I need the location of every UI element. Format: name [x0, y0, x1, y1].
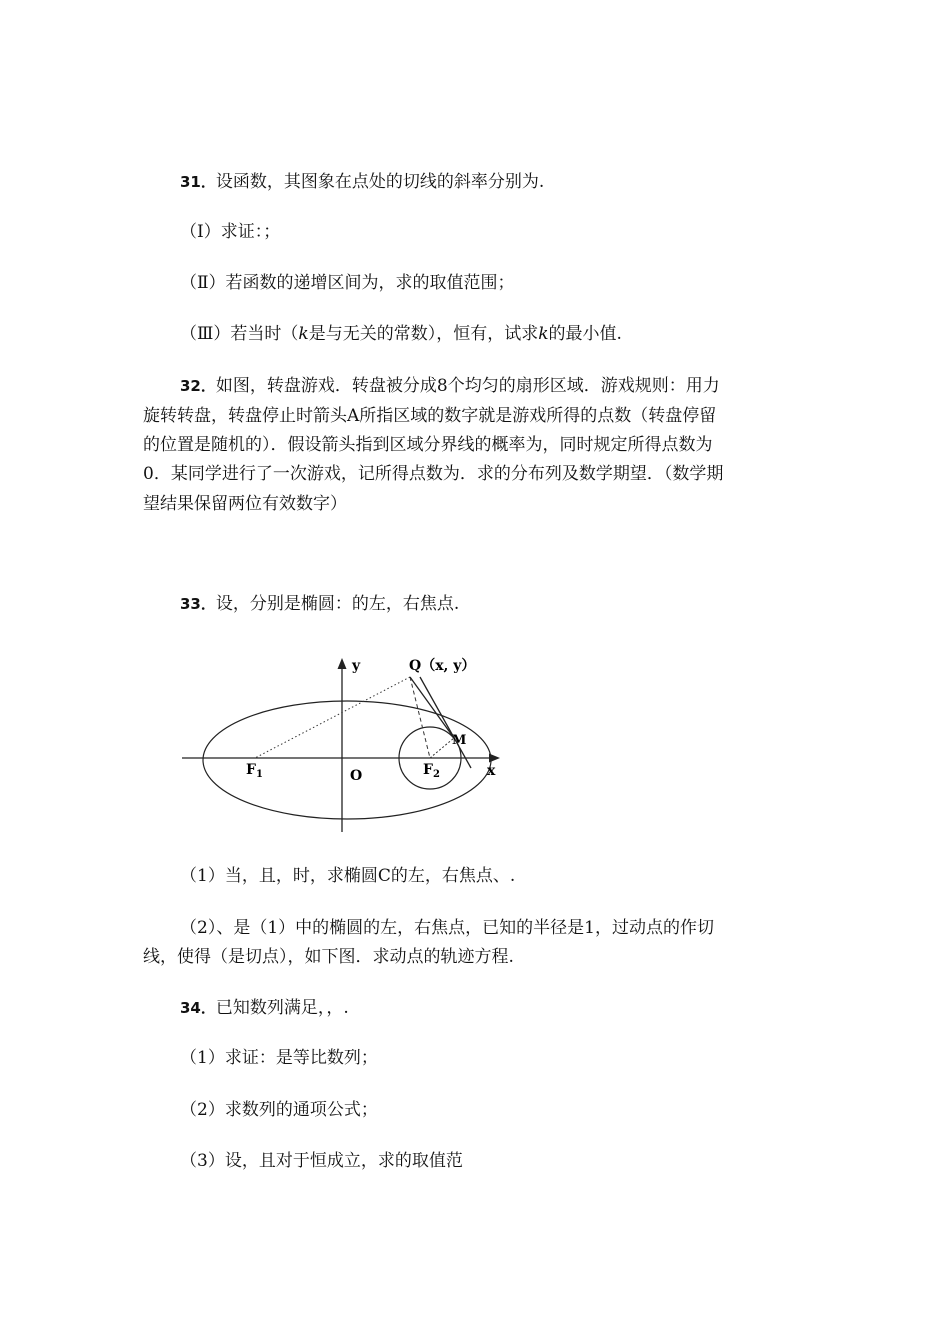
- label-q: Q（x, y）: [409, 658, 476, 674]
- q31-part3-a: （Ⅲ）若当时（: [180, 324, 299, 344]
- q33-stem-line: [180, 594, 459, 614]
- q31-part2: （Ⅱ）若函数的递增区间为，求的取值范围；: [180, 273, 515, 293]
- ellipse-focus-diagram: [178, 650, 508, 840]
- label-y: y: [352, 658, 361, 674]
- q32-line1-text: 如图，转盘游戏．转盘被分成8个均匀的扇形区域．游戏规则：用力: [215, 376, 720, 396]
- line-q-extension: [420, 677, 471, 768]
- q33-part2-line2: 线，使得（是切点），如下图．求动点的轨迹方程.: [143, 947, 514, 967]
- q34-part3: （3）设，且对于恒成立，求的取值范: [180, 1151, 463, 1171]
- q33-number: 33．: [180, 595, 216, 613]
- q34-part1: （1）求证：是等比数列；: [180, 1048, 378, 1068]
- q31-part3-c: 的最小值.: [548, 324, 622, 344]
- q31-part3-b: 是与无关的常数），恒有，试求: [308, 324, 539, 344]
- q34-stem-line: [180, 998, 349, 1018]
- q33-part2-line1: （2）、是（1）中的椭圆的左，右焦点，已知的半径是1，过动点的作切: [180, 918, 714, 938]
- label-x: x: [487, 763, 496, 779]
- q32-number: 32．: [180, 377, 216, 395]
- q31-stem: 设函数，其图象在点处的切线的斜率分别为.: [215, 172, 545, 192]
- q31-part3-k1: k: [298, 324, 309, 344]
- q32-line5: 望结果保留两位有效数字）: [143, 494, 347, 514]
- label-f1-main: F: [246, 762, 256, 778]
- q31-stem-line: [180, 172, 544, 192]
- q31-number: 31．: [180, 173, 216, 191]
- label-m: M: [452, 733, 467, 748]
- y-axis-arrow-icon: [338, 658, 347, 669]
- label-o: O: [350, 768, 363, 784]
- label-f2-main: F: [423, 762, 433, 778]
- label-f1-sub: 1: [255, 769, 263, 780]
- q31-part3: [180, 324, 622, 344]
- ellipse-c: [203, 701, 491, 819]
- q32-line2: 旋转转盘，转盘停止时箭头A所指区域的数字就是游戏所得的点数（转盘停留: [143, 406, 717, 426]
- q34-number: 34．: [180, 999, 216, 1017]
- q32-line3: 的位置是随机的）．假设箭头指到区域分界线的概率为，同时规定所得点数为: [143, 435, 713, 455]
- label-f1: [246, 762, 263, 780]
- q32-line1: [180, 376, 720, 396]
- q33-part1: （1）当，且，时，求椭圆C的左，右焦点、.: [180, 866, 516, 886]
- q32-line4: 0．某同学进行了一次游戏，记所得点数为．求的分布列及数学期望．（数学期: [143, 464, 724, 484]
- label-f2-sub: 2: [432, 769, 440, 780]
- tangent-q-m: [410, 677, 454, 738]
- radius-f2-m: [430, 738, 454, 758]
- q34-part2: （2）求数列的通项公式；: [180, 1100, 378, 1120]
- q31-part3-k2: k: [538, 324, 549, 344]
- x-axis-arrow-icon: [489, 754, 500, 763]
- q34-stem: 已知数列满足，，.: [215, 998, 349, 1018]
- q31-part1: （Ⅰ）求证：；: [180, 222, 281, 242]
- q33-stem: 设，分别是椭圆：的左，右焦点.: [215, 594, 460, 614]
- segment-q-f1: [255, 677, 410, 758]
- label-f2: [423, 762, 440, 780]
